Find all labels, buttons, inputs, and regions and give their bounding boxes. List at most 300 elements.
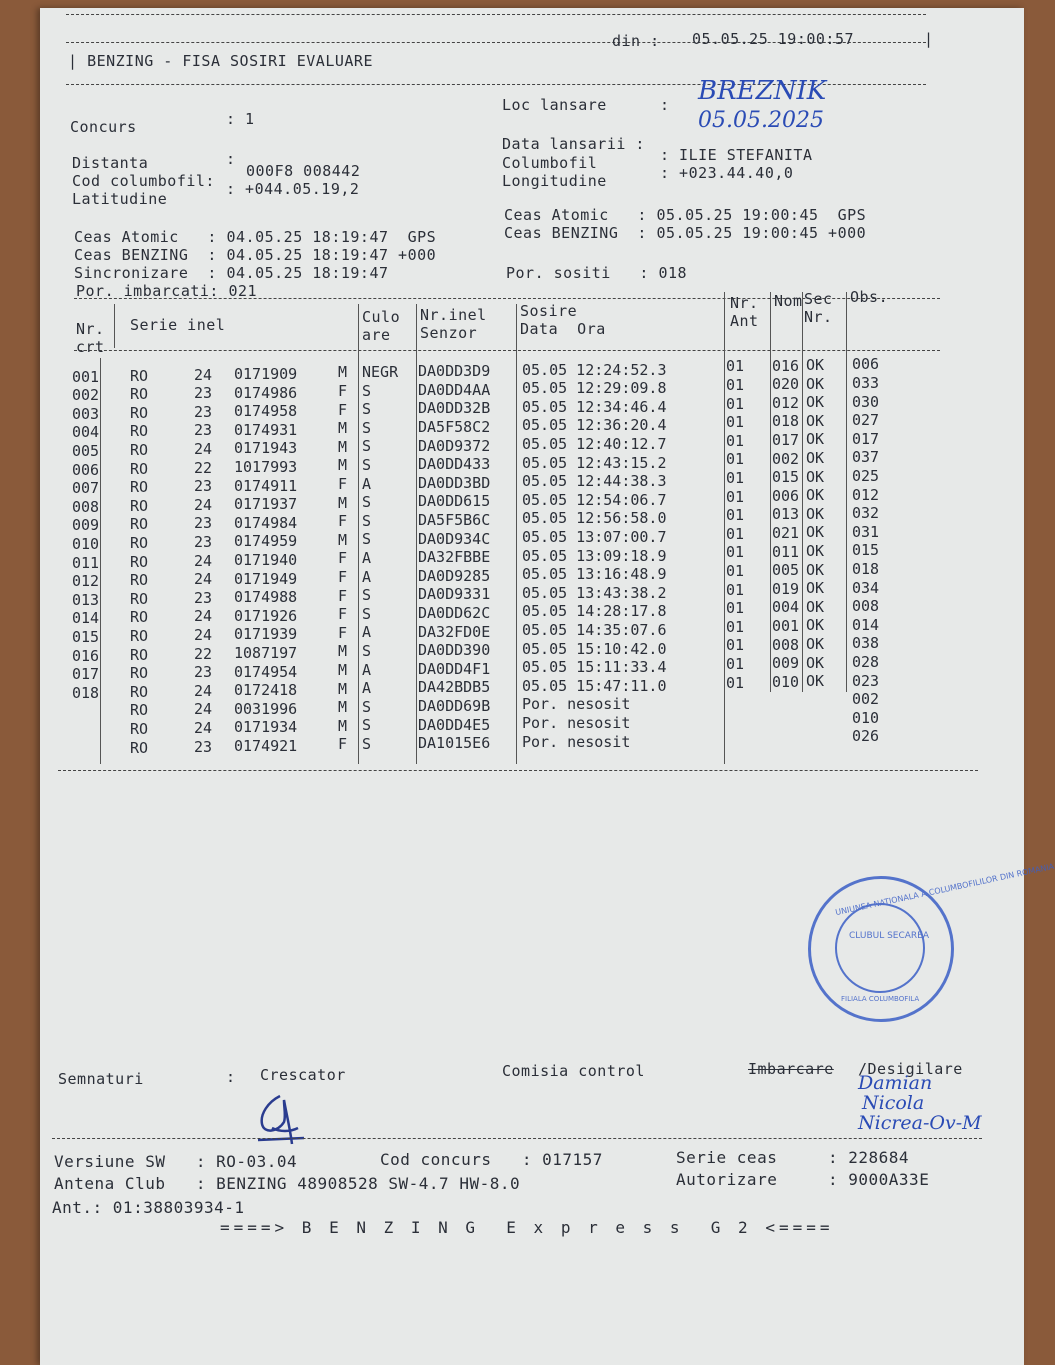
cell-cul: S (362, 530, 372, 549)
cell-sosire: 05.05 13:16:48.9 (522, 565, 667, 584)
cell-inel: 0171909 (234, 364, 298, 383)
cell-sec: OK (806, 523, 825, 542)
cell-ant: 01 (726, 636, 745, 655)
stamp-filiala-text: FILIALA COLUMBOFILA (841, 995, 920, 1003)
printout-page (40, 8, 1055, 1365)
cell-sec: OK (806, 467, 825, 486)
cell-ant: 01 (726, 654, 745, 673)
cell-sex: M (338, 679, 348, 698)
cell-sex: M (338, 698, 348, 717)
cell-obs: 018 (852, 559, 880, 578)
stamp-inner-text: CLUBUL SECAREA (849, 931, 930, 941)
cell-cul: S (362, 418, 372, 437)
cell-sosire: 05.05 12:29:09.8 (522, 379, 667, 398)
cell-sosire: 05.05 12:34:46.4 (522, 397, 667, 416)
cell-an: 24 (194, 626, 213, 644)
cell-inel: 0031996 (234, 699, 298, 718)
cell-sosire: 05.05 15:11:33.4 (522, 658, 667, 677)
cell-ant: 01 (726, 599, 745, 618)
cell-senzor: DA0DD4E5 (418, 715, 491, 734)
cell-tara: RO (130, 422, 149, 441)
cell-sex: M (338, 456, 348, 475)
cell-sec: OK (806, 616, 825, 635)
cell-cul: S (362, 642, 372, 660)
cell-ant: 01 (726, 394, 745, 413)
loc-colon: : (660, 96, 670, 114)
cell-sex: F (338, 549, 348, 568)
cell-sosire: 05.05 12:36:20.4 (522, 416, 667, 435)
cell-sosire: 05.05 15:47:11.0 (522, 676, 667, 695)
cell-inel: 0174911 (234, 476, 298, 495)
cell-sosire: Por. nesosit (522, 732, 631, 751)
cell-cul: S (362, 437, 372, 456)
cell-tara: RO (130, 589, 149, 608)
cell-tara: RO (130, 515, 149, 534)
cell-senzor: DA0DD390 (418, 641, 491, 660)
crescator-label: Crescator (260, 1066, 346, 1084)
cell-tara: RO (130, 720, 149, 738)
cell-obs: 028 (852, 652, 880, 671)
cell-nr: 009 (72, 516, 100, 535)
cell-ant: 01 (726, 617, 745, 636)
cell-sosire: 05.05 13:43:38.2 (522, 583, 667, 602)
th-nr-ant-1: Nr. (730, 294, 759, 312)
cell-sex: F (338, 735, 348, 754)
distanta-value: : (226, 150, 236, 168)
cell-cul: A (362, 549, 372, 567)
th-nr-inel: Nr.inel (420, 306, 487, 324)
cell-nom: 016 (772, 356, 800, 375)
cell-cul: S (362, 493, 372, 512)
cell-an: 22 (194, 458, 213, 477)
cell-sex: M (338, 363, 348, 382)
comisia-control-label: Comisia control (502, 1062, 645, 1080)
header-right-bar: | (924, 30, 934, 48)
antena-club: Antena Club : BENZING 48908528 SW-4.7 HW-8.0 (54, 1174, 521, 1193)
cell-tara: RO (130, 571, 149, 590)
cell-sex: M (338, 660, 348, 679)
cell-tara: RO (130, 664, 149, 683)
cell-nom: 012 (772, 393, 800, 412)
cell-senzor: DA42BDB5 (418, 678, 491, 697)
cell-senzor: DA5F5B6C (418, 510, 491, 529)
cell-cul: S (362, 697, 372, 716)
cell-sec: OK (806, 430, 825, 449)
cell-sec: OK (806, 635, 825, 654)
cell-senzor: DA0DD62C (418, 603, 491, 622)
cell-inel: 0171934 (234, 718, 298, 737)
header-din-value: 05.05.25 19:00:57 (692, 30, 855, 48)
cell-senzor: DA5F58C2 (418, 417, 491, 436)
ceas-atomic-end: Ceas Atomic : 05.05.25 19:00:45 GPS (504, 206, 867, 224)
cell-inel: 0171939 (234, 625, 298, 644)
cell-tara: RO (130, 385, 149, 404)
cell-obs: 033 (852, 373, 880, 392)
cell-cul: S (362, 586, 372, 605)
cell-tara: RO (130, 441, 149, 459)
cell-cul: A (362, 679, 372, 698)
cell-nom: 017 (772, 431, 800, 450)
cell-sosire: 05.05 12:43:15.2 (522, 453, 667, 472)
cell-ant: 01 (726, 673, 745, 692)
cell-an: 23 (194, 737, 213, 756)
cell-senzor: DA0D9372 (418, 436, 491, 455)
imbarcare-label: Imbarcare (748, 1060, 834, 1078)
cell-cul: S (362, 400, 372, 419)
cell-inel: 0174986 (234, 383, 298, 402)
th-sosire: Sosire (520, 302, 578, 320)
ceas-benzing-end: Ceas BENZING : 05.05.25 19:00:45 +000 (504, 224, 867, 242)
cell-sec: OK (806, 356, 825, 375)
cell-cul: A (362, 567, 372, 586)
cell-sex: F (338, 586, 348, 605)
cell-ant: 01 (726, 468, 745, 487)
cell-ant: 01 (726, 580, 745, 599)
cell-obs: 038 (852, 634, 880, 653)
cell-ant: 01 (726, 357, 745, 376)
serie-ceas: Serie ceas : 228684 (676, 1148, 910, 1167)
cell-nr: 015 (72, 627, 100, 646)
cell-sosire: 05.05 13:09:18.9 (522, 546, 667, 565)
cell-an: 24 (194, 700, 213, 719)
cell-an: 23 (194, 477, 213, 496)
cell-nr: 017 (72, 665, 100, 684)
cell-sex: M (338, 642, 348, 661)
cell-ant: 01 (726, 431, 745, 450)
cell-nr: 010 (72, 534, 100, 553)
cell-cul: S (362, 511, 372, 530)
cod-concurs: Cod concurs : 017157 (380, 1150, 603, 1169)
cell-sex: M (338, 716, 348, 735)
cell-an: 24 (194, 551, 213, 570)
th-culoare-2: are (362, 326, 391, 344)
cell-obs: 008 (852, 597, 880, 616)
cell-sex: F (338, 512, 348, 531)
cell-an: 23 (194, 421, 213, 440)
club-stamp-inner (835, 903, 925, 993)
loc-lansare-label: Loc lansare (502, 96, 607, 114)
cell-an: 23 (194, 384, 213, 403)
cell-an: 23 (194, 402, 213, 421)
cell-sosire: 05.05 12:24:52.3 (522, 360, 667, 379)
cell-sec: OK (806, 653, 825, 672)
cell-obs: 030 (852, 392, 880, 411)
cell-an: 23 (194, 514, 213, 533)
sincronizare: Sincronizare : 04.05.25 18:19:47 (74, 264, 389, 282)
cell-nom: 010 (772, 672, 800, 691)
cell-senzor: DA0DD32B (418, 399, 491, 418)
cell-nr: 002 (72, 386, 100, 405)
cell-ant: 01 (726, 543, 745, 562)
commission-signature-2: Nicola (862, 1092, 925, 1114)
cell-inel: 0171926 (234, 606, 298, 625)
cell-cul: S (362, 735, 372, 753)
cell-an: 24 (194, 570, 213, 589)
cell-nr: 003 (72, 404, 100, 423)
cell-ant: 01 (726, 413, 745, 432)
th-sec-1: Sec (804, 290, 833, 308)
th-culoare-1: Culo (362, 308, 401, 326)
cell-ant: 01 (726, 524, 745, 543)
cell-inel: 1087197 (234, 643, 298, 662)
th-sec-2: Nr. (804, 308, 833, 326)
cell-inel: 0174931 (234, 420, 298, 439)
cell-inel: 0171940 (234, 550, 298, 569)
cell-cul: S (362, 604, 372, 623)
header-top-rule (66, 14, 926, 15)
cell-nom: 020 (772, 375, 800, 394)
cell-nom: 002 (772, 449, 800, 468)
cell-senzor: DA32FD0E (418, 622, 491, 641)
cell-obs: 026 (852, 727, 880, 746)
data-lansarii-handwritten: 05.05.2025 (698, 108, 824, 133)
cell-inel: 0174988 (234, 588, 298, 607)
th-obs: Obs. (850, 288, 889, 306)
cell-cul: S (362, 456, 372, 474)
cell-ant: 01 (726, 487, 745, 506)
cell-inel: 0174954 (234, 662, 298, 681)
cell-inel: 0172418 (234, 681, 298, 700)
latitudine-value: : +044.05.19,2 (226, 180, 360, 198)
cell-nom: 005 (772, 561, 800, 580)
cell-ant: 01 (726, 506, 745, 525)
cell-sosire: 05.05 14:35:07.6 (522, 620, 667, 639)
cell-ant: 01 (726, 375, 745, 394)
versiune-sw: Versiune SW : RO-03.04 (54, 1152, 298, 1171)
cell-obs: 023 (852, 671, 880, 690)
cell-obs: 032 (852, 504, 880, 523)
porumbei-sositi: Por. sositi : 018 (506, 264, 688, 282)
cell-obs: 034 (852, 578, 880, 597)
cell-cul: S (362, 381, 372, 400)
cell-ant: 01 (726, 561, 745, 580)
longitudine-value: : +023.44.40,0 (660, 164, 794, 182)
cell-sosire: Por. nesosit (522, 713, 631, 732)
cell-nom: 013 (772, 505, 800, 524)
th-nr: Nr. (76, 320, 105, 338)
cell-nr: 006 (72, 460, 100, 479)
header-title: | BENZING - FISA SOSIRI EVALUARE (68, 52, 373, 70)
data-lansarii-label: Data lansarii : (502, 135, 645, 153)
cell-tara: RO (130, 478, 149, 497)
cell-sosire: 05.05 13:07:00.7 (522, 527, 667, 546)
cell-sec: OK (806, 542, 825, 561)
cell-an: 22 (194, 644, 213, 663)
cell-nr: 004 (72, 423, 100, 442)
semnaturi-colon: : (226, 1068, 236, 1086)
cell-nom: 008 (772, 635, 800, 654)
cell-nom: 015 (772, 468, 800, 487)
cell-tara: RO (130, 627, 149, 645)
cell-sex: M (338, 493, 348, 512)
cell-sex: F (338, 605, 348, 624)
cell-inel: 0174984 (234, 513, 298, 532)
cell-nr: 001 (72, 367, 100, 386)
semnaturi-label: Semnaturi (58, 1070, 144, 1088)
autorizare: Autorizare : 9000A33E (676, 1170, 930, 1189)
crescator-signature (250, 1088, 320, 1154)
latitudine-label: Latitudine (72, 190, 168, 208)
cod-columbofil-label: Cod columbofil: (72, 172, 215, 190)
cell-nom: 021 (772, 524, 800, 543)
cell-sec: OK (806, 597, 825, 616)
cell-senzor: DA0DD4AA (418, 380, 491, 399)
cell-sosire: 05.05 14:28:17.8 (522, 602, 667, 621)
cell-sosire: 05.05 12:44:38.3 (522, 472, 667, 491)
cell-obs: 015 (852, 541, 880, 560)
cell-inel: 0174921 (234, 736, 298, 755)
cell-senzor: DA0D9285 (418, 566, 491, 585)
cell-sosire: 05.05 12:56:58.0 (522, 509, 667, 528)
cell-obs: 002 (852, 690, 880, 709)
cell-an: 23 (194, 588, 213, 607)
cell-senzor: DA0DD3BD (418, 473, 491, 492)
cell-tara: RO (130, 682, 149, 701)
th-data-ora: Data Ora (520, 320, 606, 338)
ceas-atomic-start: Ceas Atomic : 04.05.25 18:19:47 GPS (74, 228, 437, 246)
cell-tara: RO (130, 496, 149, 515)
cell-sex: F (338, 400, 348, 419)
cell-sec: OK (806, 579, 825, 598)
ceas-benzing-start: Ceas BENZING : 04.05.25 18:19:47 +000 (74, 246, 437, 264)
stamp-ring-text: UNIUNEA NATIONALA A COLUMBOFILILOR DIN ROMANIA (834, 861, 1055, 918)
benzing-brand-line: ====> B E N Z I N G E x p r e s s G 2 <==== (220, 1218, 834, 1237)
cell-nr: 016 (72, 646, 100, 665)
cell-obs: 037 (852, 448, 880, 467)
cell-tara: RO (130, 701, 149, 720)
footer-rule (52, 1138, 982, 1139)
cell-sex: F (338, 381, 348, 400)
cell-nom: 004 (772, 598, 800, 617)
col-sep-1 (114, 304, 115, 348)
cell-nr: 014 (72, 609, 100, 628)
cell-senzor: DA0DD69B (418, 696, 491, 715)
cell-sosire: Por. nesosit (522, 695, 631, 714)
cell-obs: 027 (852, 411, 880, 430)
cell-obs: 010 (852, 708, 880, 727)
columbofil-value: : ILIE STEFANITA (660, 146, 813, 164)
cell-obs: 006 (852, 355, 880, 374)
cell-cul: A (362, 623, 372, 642)
cell-an: 24 (194, 365, 213, 384)
cell-inel: 1017993 (234, 457, 298, 476)
cell-sex: F (338, 474, 348, 493)
cell-cul: S (362, 716, 372, 735)
cell-nom: 011 (772, 542, 800, 561)
table-bottom-rule (58, 770, 978, 771)
loc-lansare-handwritten: BREZNIK (698, 76, 827, 106)
cell-sec: OK (806, 486, 825, 505)
longitudine-label: Longitudine (502, 172, 607, 190)
cell-an: 24 (194, 495, 213, 514)
cell-cul: NEGR (362, 363, 399, 381)
cell-tara: RO (130, 534, 149, 552)
cell-sex: M (338, 530, 348, 549)
cell-tara: RO (130, 608, 149, 627)
cell-an: 24 (194, 719, 213, 737)
cell-nom: 018 (772, 412, 800, 431)
cell-nr: 005 (72, 441, 100, 460)
cell-an: 23 (194, 533, 213, 551)
th-serie-inel: Serie inel (130, 316, 226, 334)
cell-tara: RO (130, 645, 149, 664)
concurs-label: Concurs (70, 118, 137, 136)
cell-nr: 018 (72, 683, 100, 702)
th-nom: Nom (774, 292, 803, 310)
columbofil-label: Columbofil (502, 154, 598, 172)
cell-senzor: DA0DD615 (418, 492, 491, 511)
cell-nr: 012 (72, 572, 100, 591)
cell-sosire: 05.05 12:40:12.7 (522, 434, 667, 453)
cell-tara: RO (130, 459, 149, 478)
cell-cul: A (362, 660, 372, 679)
cell-ant: 01 (726, 450, 745, 469)
cell-sec: OK (806, 374, 825, 393)
cell-senzor: DA0D9331 (418, 585, 491, 604)
cell-nr: 008 (72, 497, 100, 516)
cell-nr: 013 (72, 590, 100, 609)
header-din-label: din : (612, 32, 660, 50)
cell-senzor: DA0DD433 (418, 455, 491, 474)
th-nr-ant-2: Ant (730, 312, 759, 330)
cell-obs: 025 (852, 466, 880, 485)
cell-nom: 019 (772, 579, 800, 598)
cod-columbofil-value: 000F8 008442 (246, 162, 361, 180)
th-crt: crt (76, 338, 105, 356)
cell-nom: 006 (772, 486, 800, 505)
cell-an: 24 (194, 681, 213, 700)
cell-an: 24 (194, 440, 213, 458)
cell-sex: F (338, 623, 348, 642)
cell-obs: 017 (852, 429, 880, 448)
cell-sec: OK (806, 393, 825, 412)
cell-nom: 009 (772, 654, 800, 673)
cell-senzor: DA0DD3D9 (418, 362, 491, 381)
cell-obs: 014 (852, 615, 880, 634)
concurs-value: : 1 (226, 110, 255, 128)
cell-senzor: DA0D934C (418, 529, 491, 548)
th-senzor: Senzor (420, 324, 478, 342)
desigilare-label: /Desigilare (858, 1060, 963, 1078)
porumbei-imbarcati: Por. imbarcati: 021 (76, 282, 258, 300)
cell-obs: 012 (852, 485, 880, 504)
cell-cul: A (362, 474, 372, 493)
cell-inel: 0174959 (234, 532, 298, 551)
table-header-rule (74, 350, 940, 351)
cell-tara: RO (130, 403, 149, 422)
cell-tara: RO (130, 366, 149, 385)
cell-an: 23 (194, 663, 213, 682)
cell-sec: OK (806, 411, 825, 430)
cell-senzor: DA32FBBE (418, 548, 491, 567)
cell-nom: 001 (772, 617, 800, 636)
cell-inel: 0171937 (234, 495, 298, 514)
distanta-label: Distanta (72, 154, 149, 172)
commission-signature-3: Nicrea-Ov-M (858, 1112, 982, 1134)
cell-senzor: DA1015E6 (418, 734, 491, 753)
club-stamp (808, 861, 1055, 1022)
cell-senzor: DA0DD4F1 (418, 659, 491, 678)
cell-sex: M (338, 437, 348, 456)
cell-sec: OK (806, 560, 825, 579)
cell-sec: OK (806, 449, 825, 468)
cell-nr: 011 (72, 553, 100, 572)
cell-inel: 0174958 (234, 402, 298, 421)
cell-nr: 007 (72, 479, 100, 498)
cell-sec: OK (806, 504, 825, 523)
cell-obs: 031 (852, 522, 880, 541)
cell-sosire: 05.05 12:54:06.7 (522, 490, 667, 509)
